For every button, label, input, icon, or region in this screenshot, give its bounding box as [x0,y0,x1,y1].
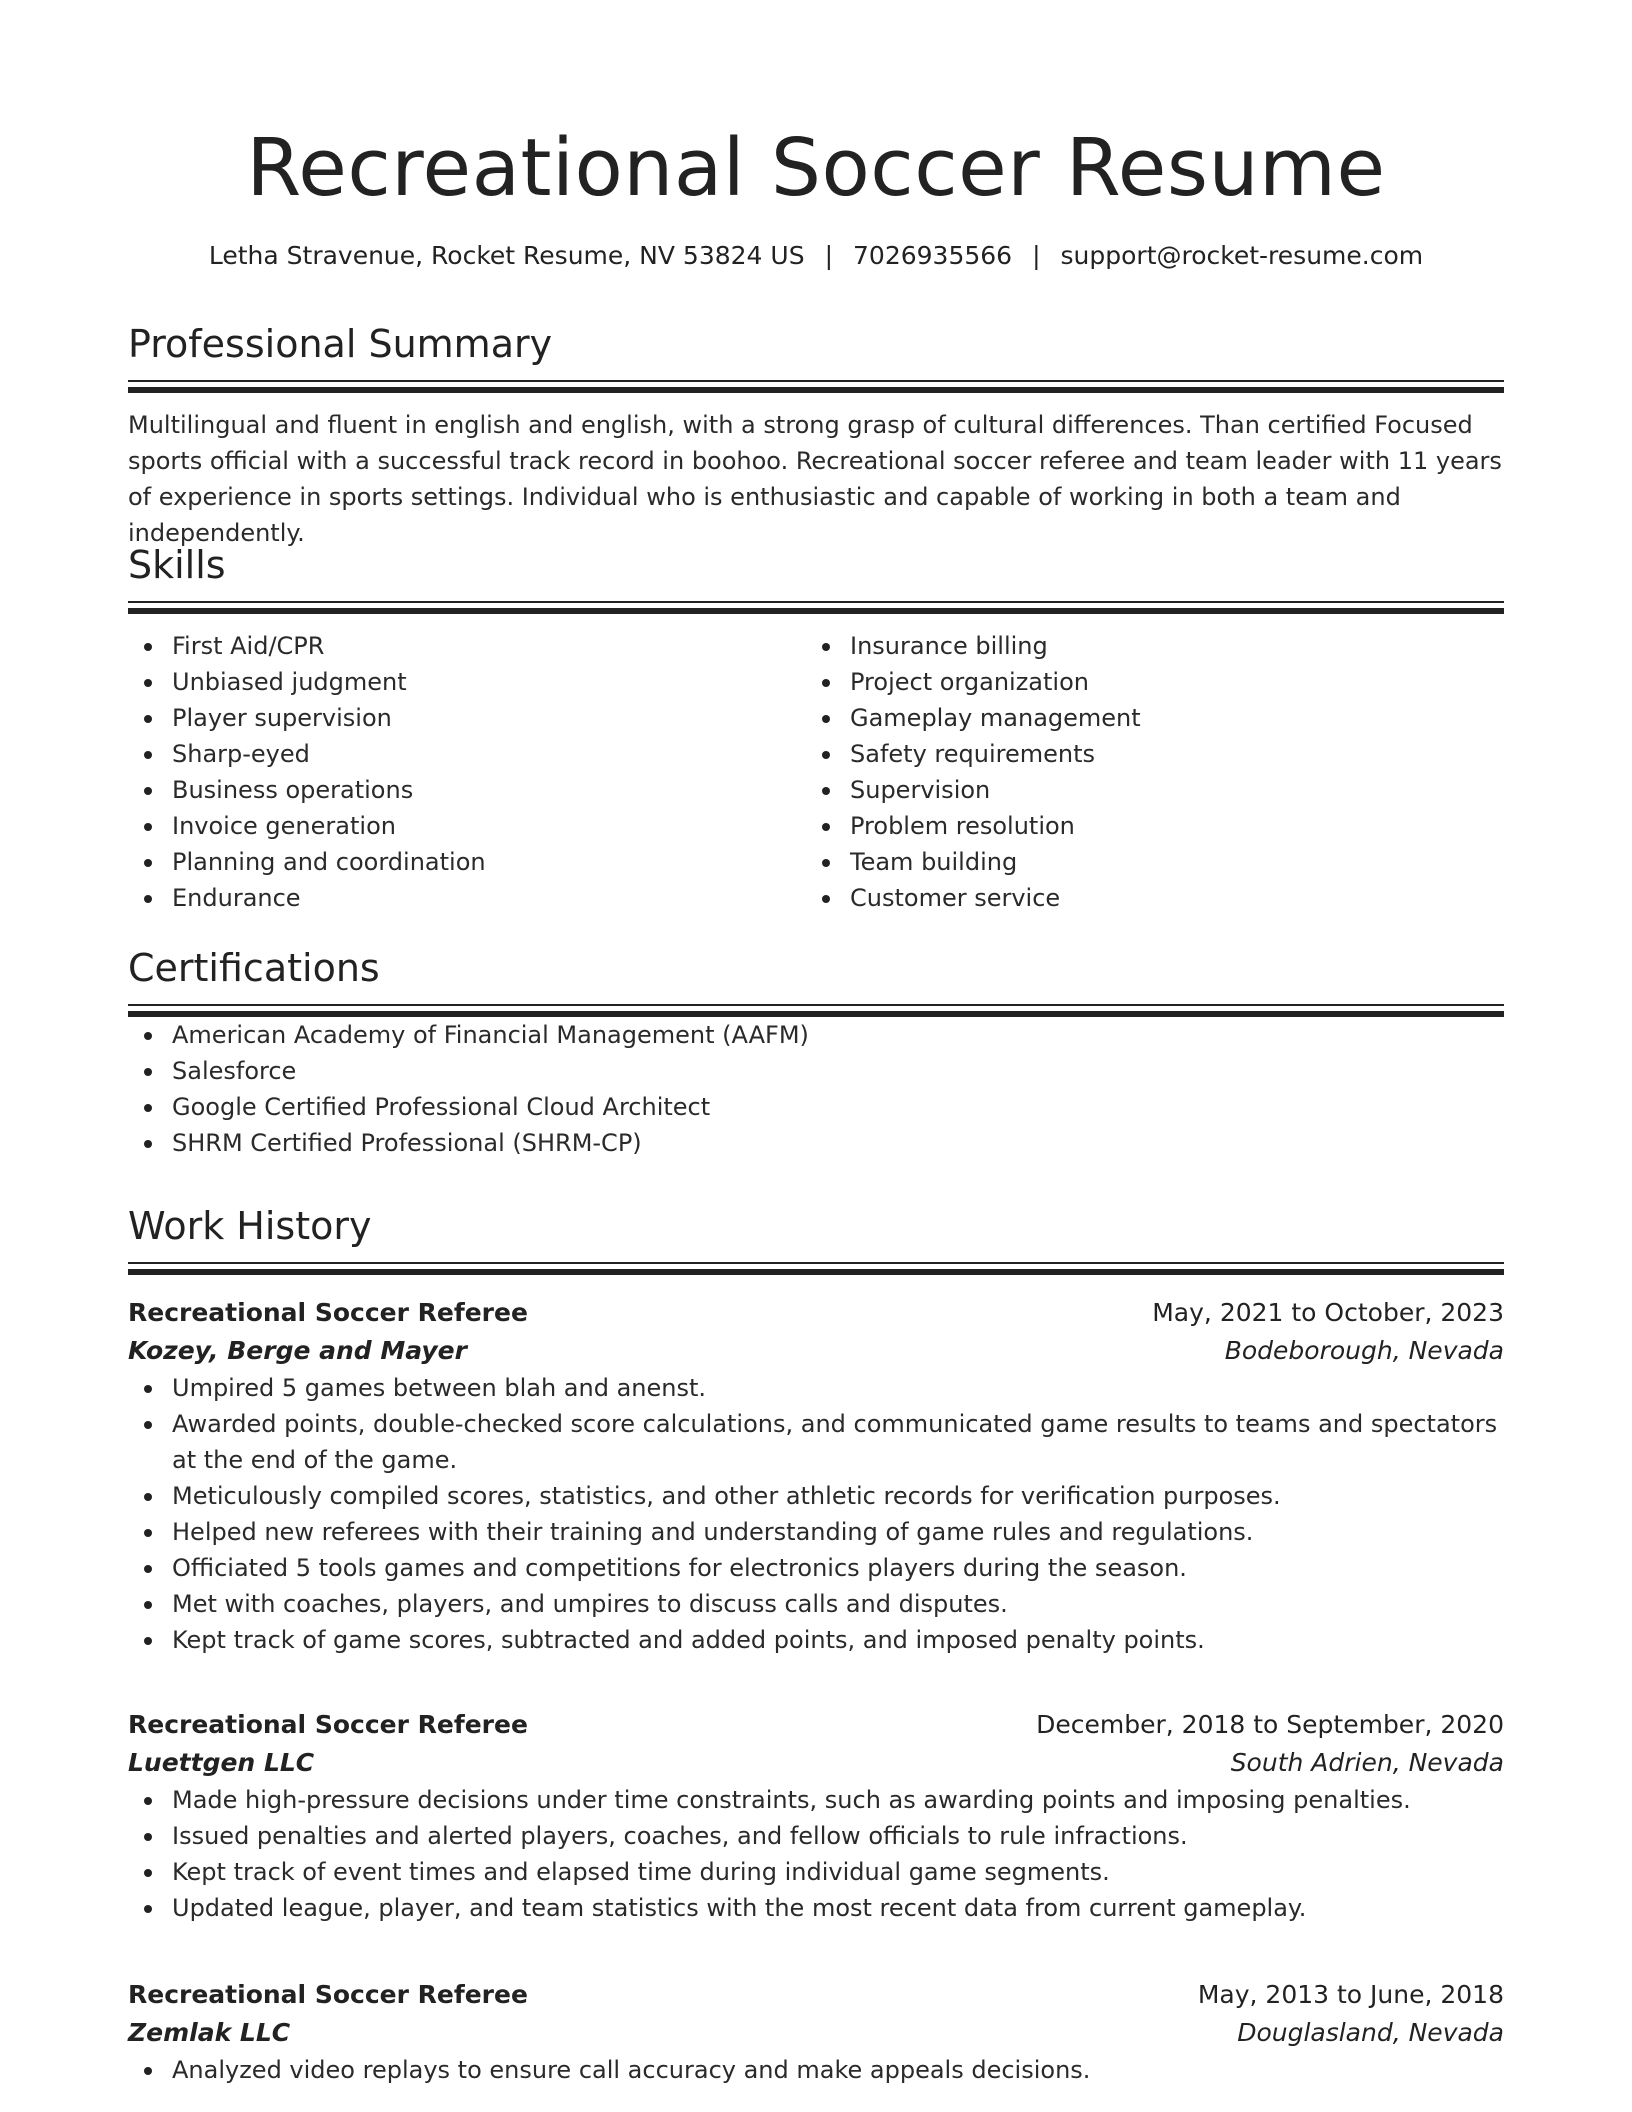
contact-email: support@rocket-resume.com [1060,241,1424,270]
job-duty: Meticulously compiled scores, statistics, and other athletic records for verification purposes. [128,1478,1504,1514]
job-duty: Umpired 5 games between blah and anenst. [128,1370,1504,1406]
skills-list-right [806,628,1484,916]
job-duty: Officiated 5 tools games and competitions for electronics players during the season. [128,1550,1504,1586]
skill-item: Sharp-eyed [128,736,806,772]
summary-text: Multilingual and fluent in english and english, with a strong grasp of cultural differences. Than certified Focused sports official with a successful track record in boohoo. Recreational soccer referee and team leader with 11 years of experience in sports settings. Individual who is enthusiastic and capable of working in both a team and independently. [128,411,1502,547]
job-company-row [128,2014,1504,2052]
job-location: South Adrien, Nevada [1230,1748,1504,1777]
job-header-row [128,1294,1504,1332]
job-entry [128,1706,1504,1926]
skills-list-left [128,628,806,916]
skill-item: First Aid/CPR [128,628,806,664]
section-divider-thick [128,1269,1504,1275]
job-location: Bodeborough, Nevada [1224,1336,1504,1365]
skill-item: Business operations [128,772,806,808]
job-title: Recreational Soccer Referee [128,1980,528,2009]
job-company: Kozey, Berge and Mayer [128,1336,467,1365]
certification-item: Google Certified Professional Cloud Architect [128,1089,1504,1125]
job-company-row [128,1332,1504,1370]
resume-title: Recreational Soccer Resume [246,122,1386,214]
job-duty: Issued penalties and alerted players, coaches, and fellow officials to rule infractions. [128,1818,1504,1854]
skill-item: Project organization [806,664,1484,700]
job-location: Douglasland, Nevada [1237,2018,1504,2047]
job-entry [128,1976,1504,2088]
job-duty: Kept track of game scores, subtracted and added points, and imposed penalty points. [128,1622,1504,1658]
job-duty: Analyzed video replays to ensure call accuracy and make appeals decisions. [128,2052,1504,2088]
certification-item: American Academy of Financial Management (AAFM) [128,1017,1504,1053]
job-duty: Made high-pressure decisions under time constraints, such as awarding points and imposing penalties. [128,1782,1504,1818]
section-divider-thick [128,387,1504,393]
contact-separator: | [1032,241,1041,270]
section-heading: Work History [128,1204,372,1248]
job-company: Luettgen LLC [128,1748,315,1777]
skill-item: Supervision [806,772,1484,808]
section-heading: Skills [128,543,226,587]
skills-columns [128,628,1504,916]
skill-item: Player supervision [128,700,806,736]
job-duties-list [128,1370,1504,1658]
skill-item: Gameplay management [806,700,1484,736]
job-dates: December, 2018 to September, 2020 [1036,1710,1504,1739]
job-company: Zemlak LLC [128,2018,291,2047]
work-history-section [128,1202,1504,1275]
job-duty: Kept track of event times and elapsed time during individual game segments. [128,1854,1504,1890]
certification-item: SHRM Certified Professional (SHRM-CP) [128,1125,1504,1161]
skill-item: Customer service [806,880,1484,916]
job-duty: Met with coaches, players, and umpires to discuss calls and disputes. [128,1586,1504,1622]
job-entry [128,1294,1504,1658]
skill-item: Problem resolution [806,808,1484,844]
contact-address: Letha Stravenue, Rocket Resume, NV 53824 US [208,241,805,270]
job-company-row [128,1744,1504,1782]
job-title: Recreational Soccer Referee [128,1298,528,1327]
contact-line [128,239,1504,273]
section-divider [128,1262,1504,1264]
section-heading: Certifications [128,946,380,990]
skills-section [128,541,1504,916]
job-duty: Helped new referees with their training and understanding of game rules and regulations. [128,1514,1504,1550]
job-title: Recreational Soccer Referee [128,1710,528,1739]
skill-item: Insurance billing [806,628,1484,664]
summary-section [128,320,1504,551]
certifications-list [128,1017,1504,1161]
contact-separator: | [824,241,834,270]
job-duty: Awarded points, double-checked score calculations, and communicated game results to teams and spectators at the end of the game. [128,1406,1504,1478]
job-header-row [128,1706,1504,1744]
job-duty: Updated league, player, and team statistics with the most recent data from current gameplay. [128,1890,1504,1926]
certification-item: Salesforce [128,1053,1504,1089]
certifications-section [128,944,1504,1161]
section-heading: Professional Summary [128,322,553,366]
skill-item: Planning and coordination [128,844,806,880]
job-duties-list [128,2052,1504,2088]
skill-item: Unbiased judgment [128,664,806,700]
section-divider [128,1004,1504,1006]
section-divider [128,601,1504,603]
section-divider [128,380,1504,382]
job-header-row [128,1976,1504,2014]
skill-item: Invoice generation [128,808,806,844]
skill-item: Safety requirements [806,736,1484,772]
job-duties-list [128,1782,1504,1926]
job-dates: May, 2021 to October, 2023 [1152,1298,1504,1327]
job-dates: May, 2013 to June, 2018 [1197,1980,1504,2009]
skill-item: Team building [806,844,1484,880]
contact-phone: 7026935566 [853,241,1013,270]
section-divider-thick [128,608,1504,614]
skill-item: Endurance [128,880,806,916]
